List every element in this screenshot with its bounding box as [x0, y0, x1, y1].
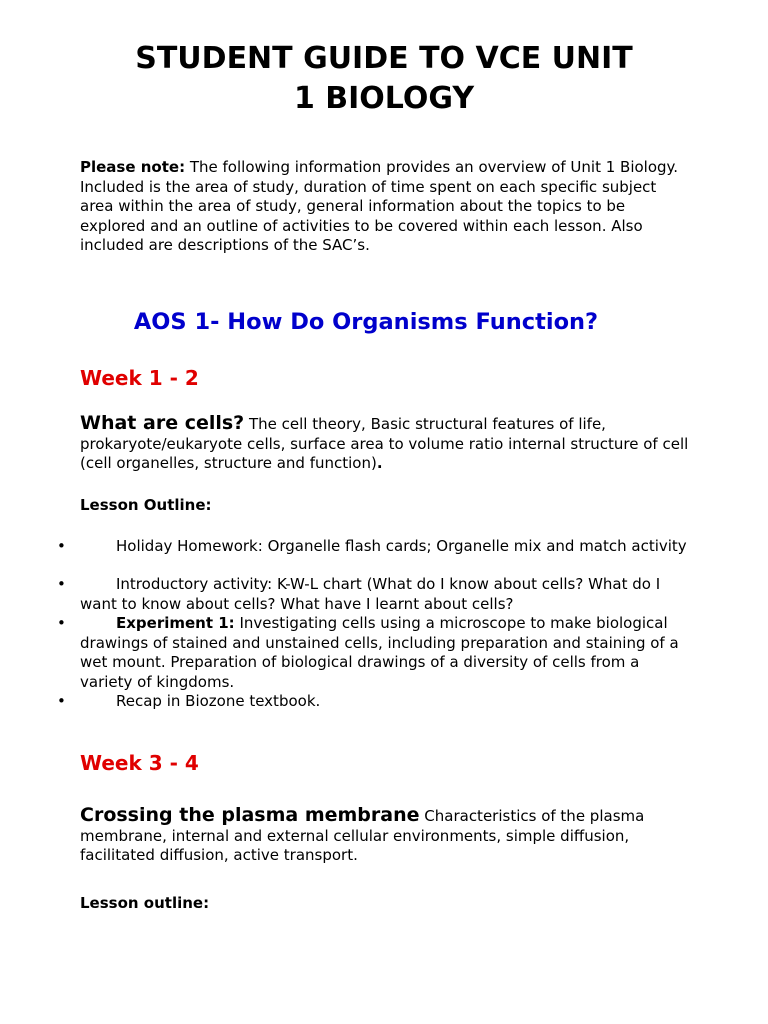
experiment-label: Experiment 1: [116, 614, 235, 632]
aos-1-heading: AOS 1- How Do Organisms Function? [133, 309, 599, 335]
document-title-line-1: STUDENT GUIDE TO VCE UNIT [135, 41, 633, 76]
topic-title: What are cells? [80, 412, 245, 434]
list-item: Recap in Biozone textbook. [116, 692, 321, 710]
experiment-text: Investigating cells using a microscope to make biological drawings of stained and unstained cells, including preparation and staining of a wet mount. Preparation of biological drawings of a diversity of cells from a variety of kingdoms. [80, 614, 679, 691]
please-note-paragraph [80, 158, 680, 256]
bullet-marker: • [57, 692, 66, 710]
bullet-marker: • [57, 575, 66, 593]
topic-text: Characteristics of the plasma membrane, internal and external cellular environments, simple diffusion, facilitated diffusion, active transport. [80, 807, 645, 864]
topic-text: The cell theory, Basic structural features of life, prokaryote/eukaryote cells, surface area to volume ratio internal structure of cell (cell organelles, structure and function) [80, 415, 689, 472]
list-item [80, 614, 690, 692]
lesson-outline-label: Lesson Outline: [80, 496, 212, 514]
week-1-2-heading: Week 1 - 2 [80, 366, 199, 390]
crossing-membrane-paragraph [80, 806, 690, 866]
what-are-cells-paragraph [80, 414, 690, 474]
note-text: The following information provides an overview of Unit 1 Biology. Included is the area of study, duration of time spent on each specific subject area within the area of study, general information about the topics to be explored and an outline of activities to be covered within each lesson. Also included are descriptions of the SAC’s. [80, 158, 679, 254]
lesson-outline-label: Lesson outline: [80, 894, 210, 912]
week-3-4-heading: Week 3 - 4 [80, 751, 199, 775]
list-item: Holiday Homework: Organelle flash cards; Organelle mix and match activity [116, 537, 687, 555]
topic-title: Crossing the plasma membrane [80, 804, 420, 826]
document-title-line-2: 1 BIOLOGY [293, 81, 475, 116]
bullet-marker: • [57, 537, 66, 555]
list-item: Introductory activity: K-W-L chart (What do I know about cells? What do I want to know about cells? What have I learnt about cells? [80, 575, 661, 613]
bullet-marker: • [57, 614, 66, 632]
note-label: Please note: [80, 158, 186, 176]
topic-end: . [376, 454, 383, 472]
